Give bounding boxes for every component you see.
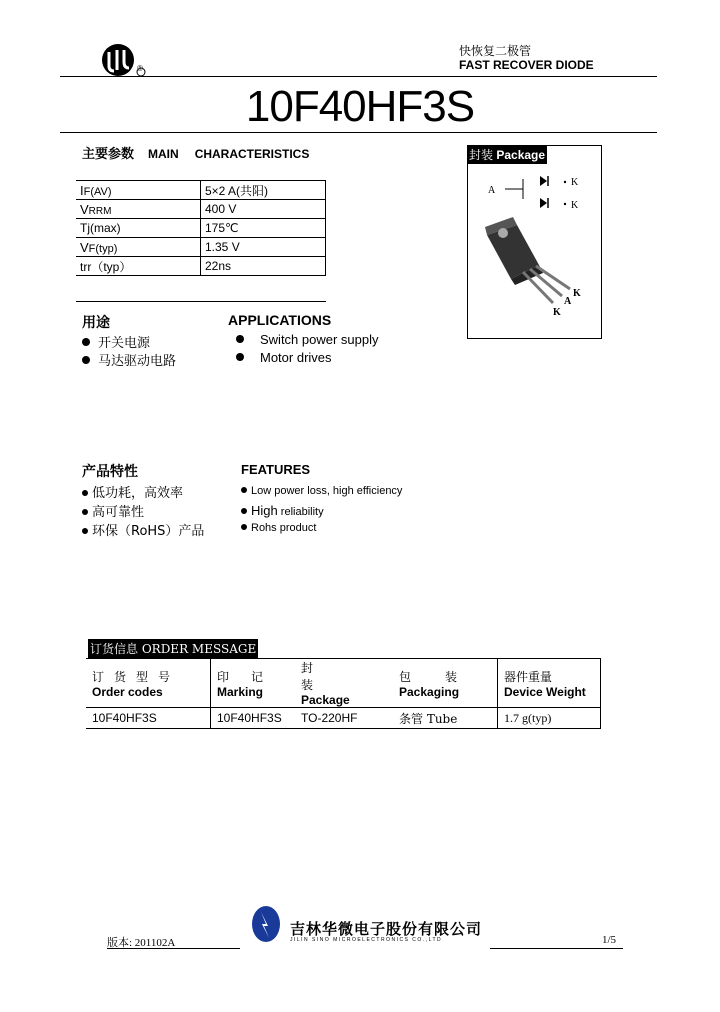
- feature-item-en: Rohs product: [251, 522, 317, 534]
- list-item: [82, 501, 144, 520]
- header-en: Order codes: [92, 684, 163, 699]
- param-main: I: [80, 182, 84, 198]
- table-row: [86, 708, 601, 729]
- main-characteristics-title-en2: CHARACTERISTICS: [194, 147, 310, 161]
- param-sub: F(typ): [88, 242, 118, 255]
- list-item: [236, 350, 332, 365]
- list-item: [241, 485, 402, 497]
- feature-item-cn: 环保（RoHS）产品: [92, 524, 205, 539]
- package-label-cn: 封装: [469, 148, 494, 162]
- value-cell: 1.35 V: [201, 238, 326, 257]
- param-cell: [76, 238, 201, 257]
- list-item: [241, 522, 316, 534]
- feature-item-en-big: High: [251, 503, 278, 518]
- order-cell: 1.7 g(typ): [498, 708, 601, 729]
- feature-item-en: Low power loss, high efficiency: [251, 485, 403, 497]
- value-cell: 175℃: [201, 219, 326, 238]
- order-cell: TO-220HF: [295, 708, 393, 729]
- value-cell: 400 V: [201, 200, 326, 219]
- header-cn: 订货型号: [92, 669, 181, 684]
- bullet-icon: [82, 356, 90, 364]
- header-en: Packaging: [399, 684, 460, 699]
- package-diagram: [467, 165, 601, 337]
- application-item-cn: 开关电源: [98, 336, 151, 351]
- bullet-icon: [241, 524, 247, 530]
- value-cell: 5×2 A(共阳): [201, 181, 326, 200]
- order-header-cell: [498, 659, 601, 708]
- param-cell: [76, 200, 201, 219]
- order-cell: 10F40HF3S: [86, 708, 211, 729]
- bullet-icon: [236, 335, 244, 343]
- main-characteristics-heading: [82, 143, 309, 162]
- application-item-cn: 马达驱动电路: [98, 354, 177, 369]
- order-message-label: 订货信息 ORDER MESSAGE: [88, 639, 258, 658]
- photo-pin-k2: K: [573, 288, 581, 299]
- diode-symbol-1: [540, 176, 548, 186]
- list-item: [82, 482, 183, 501]
- company-name-en: JILIN SINO MICROELECTRONICS CO.,LTD: [290, 937, 443, 943]
- subtitle-cn: 快恢复二极管: [459, 44, 532, 58]
- header-en: Package: [301, 693, 350, 707]
- bullet-icon: [236, 353, 244, 361]
- characteristics-table: [76, 180, 326, 276]
- feature-item-cn: 高可靠性: [92, 505, 145, 520]
- list-item: [236, 332, 379, 347]
- pin-k1-label: K: [571, 177, 579, 188]
- feature-item-cn: 低功耗，高效率: [92, 486, 184, 501]
- param-cell: [76, 219, 201, 238]
- header-cn: 封装: [301, 661, 348, 692]
- param-main: V: [80, 239, 89, 255]
- param-main: Tj(max): [80, 221, 121, 235]
- features-title-en: FEATURES: [241, 462, 311, 477]
- footer-line-right: [490, 948, 623, 949]
- page-number: 1/5: [602, 934, 617, 946]
- order-header-cell: [393, 659, 498, 708]
- list-item: [82, 350, 176, 369]
- main-characteristics-title-en1: MAIN: [148, 147, 179, 161]
- order-table: [86, 658, 601, 729]
- version-text: 版本: 201102A: [107, 937, 176, 949]
- order-header-cell: [86, 659, 211, 708]
- order-cell: 条管 Tube: [393, 708, 498, 729]
- subtitle-en: FAST RECOVER DIODE: [459, 58, 594, 72]
- table-row: [76, 181, 326, 200]
- value-cell: 22ns: [201, 257, 326, 276]
- diode-symbol-2: [540, 198, 548, 208]
- order-cell: 10F40HF3S: [211, 708, 296, 729]
- param-cell: [76, 257, 201, 276]
- header-en: Marking: [217, 684, 264, 699]
- header-divider: [60, 76, 657, 77]
- features-title-cn: 产品特性: [82, 464, 138, 480]
- applications-title-cn: 用途: [82, 315, 110, 331]
- bullet-icon: [82, 528, 88, 534]
- footer-line-left: [107, 948, 240, 949]
- table-row: [76, 238, 326, 257]
- package-label: [467, 145, 547, 164]
- bullet-icon: [82, 509, 88, 515]
- param-sub: F(AV): [83, 185, 112, 198]
- photo-pin-a: A: [564, 296, 572, 307]
- param-cell: [76, 181, 201, 200]
- table-row: [76, 200, 326, 219]
- registered-mark: ®: [137, 64, 143, 73]
- part-number-title: 10F40HF3S: [245, 82, 475, 131]
- order-header-row: [86, 659, 601, 708]
- list-item: [82, 520, 204, 539]
- bullet-icon: [82, 338, 90, 346]
- table-row: [76, 257, 326, 276]
- application-item-en: Switch power supply: [260, 332, 379, 347]
- to220-package-image: [485, 217, 570, 303]
- applications-title-en: APPLICATIONS: [228, 312, 332, 328]
- list-item: [82, 332, 150, 351]
- list-item: [241, 503, 324, 518]
- bullet-icon: [241, 508, 247, 514]
- header-cn: 器件重量: [504, 669, 553, 684]
- pin-a-label: A: [488, 185, 496, 196]
- param-main: V: [80, 201, 89, 217]
- package-label-en: Package: [496, 148, 546, 162]
- photo-pin-k1: K: [553, 307, 561, 318]
- feature-item-en-small: reliability: [277, 506, 324, 518]
- order-header-cell: [211, 659, 296, 708]
- header-en: Device Weight: [504, 684, 586, 699]
- company-footer-logo: [250, 904, 282, 949]
- title-divider: [60, 132, 657, 133]
- company-name-cn: 吉林华微电子股份有限公司: [290, 920, 483, 938]
- header-cn: 包装: [399, 669, 492, 684]
- order-header-cell: [295, 659, 393, 708]
- main-characteristics-title-cn: 主要参数: [82, 147, 135, 162]
- param-main: trr（typ）: [80, 259, 132, 274]
- header-cn: 印记: [217, 669, 286, 684]
- bullet-icon: [241, 487, 247, 493]
- table-underline: [76, 301, 326, 302]
- application-item-en: Motor drives: [260, 350, 332, 365]
- pin-k2-label: K: [571, 200, 579, 211]
- table-row: [76, 219, 326, 238]
- bullet-icon: [82, 490, 88, 496]
- param-sub: RRM: [88, 205, 112, 217]
